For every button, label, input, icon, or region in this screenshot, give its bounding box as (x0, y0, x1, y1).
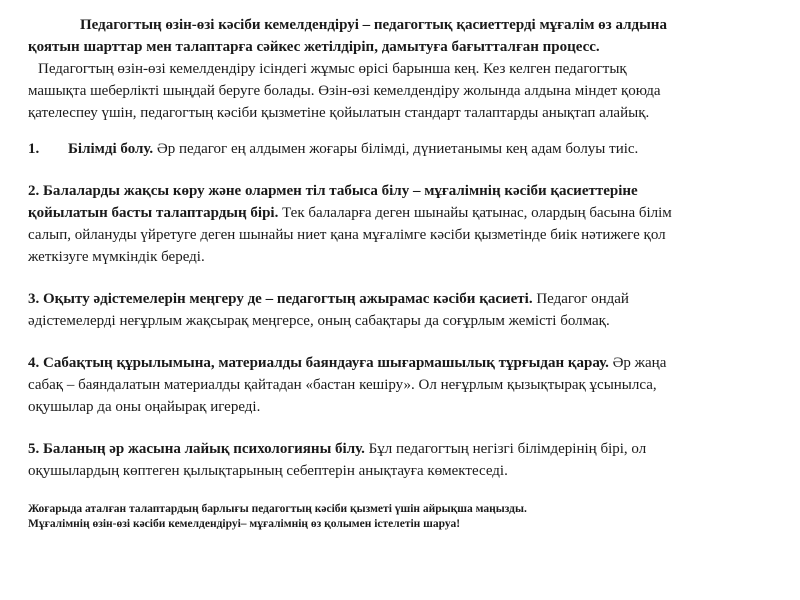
list-item-5 (28, 438, 776, 482)
list-item-2-heading-line-1: 2. Балаларды жақсы көру және олармен тіл табыса білу – мұғалімнің кәсіби қасиеттеріне (28, 183, 638, 199)
list-item-4-text-line-1: сабақ – баяндалатын материалды қайтадан «бастан кешіру». Ол неғұрлым қызықтырақ ұсынылса, (28, 377, 657, 393)
list-item-5-tail: Бұл педагогтың негізгі білімдерінің бірі, ол (364, 441, 647, 457)
intro-line-5: қателеспеу үшін, педагогтың кәсіби қызметіне қойылатын стандарт талаптарды анықтап алайық. (28, 105, 650, 121)
list-item-3-tail: Педагог ондай (532, 291, 629, 307)
footer-line-1: Жоғарыда аталған талаптардың барлығы педагогтың кәсіби қызметі үшін айрықша маңызды. (28, 503, 527, 515)
list-item-1-number: 1. (28, 141, 40, 157)
list-item-4-text-line-2: оқушылар да оны оңайырақ игереді. (28, 399, 261, 415)
list-item-3-text-line-1: әдістемелерді неғұрлым жақсырақ меңгерсе, оның сабақтары да соғұрлым жемісті болмақ. (28, 313, 610, 329)
list-item-2-tail: Тек балаларға деген шынайы қатынас, олардың басына білім (278, 205, 672, 221)
footer-line-2: Мұғалімнің өзін-өзі кәсіби кемелдендіруі– мұғалімнің өз қолымен істелетін шаруа! (28, 518, 461, 530)
list-item-4 (28, 352, 776, 418)
list-item-2-text-line-1: салып, ойлануды үйретуге деген шынайы ниет қана мұғалімге кәсіби қызметінде биік нәтижеге қол (28, 227, 666, 243)
list-item-4-tail: Әр жаңа (608, 355, 667, 371)
intro-line-3: Педагогтың өзін-өзі кемелдендіру ісіндегі жұмыс өрісі барынша кең. Кез келген педагогтық (38, 61, 627, 77)
list-item-1 (28, 138, 776, 160)
document-page (28, 14, 776, 532)
list-item-1-text: Әр педагог ең алдымен жоғары білімді, дүниетанымы кең адам болуы тиіс. (153, 141, 639, 157)
intro-line-2: қоятын шарттар мен талаптарға сәйкес жетілдіріп, дамытуға бағытталған процесс. (28, 39, 600, 55)
list-item-2 (28, 180, 776, 268)
list-item-5-text-line-1: оқушылардың көптеген қылықтарының себептерін анықтауға көмектеседі. (28, 463, 508, 479)
list-item-1-heading: Білімді болу. (68, 141, 154, 157)
list-item-3 (28, 288, 776, 332)
list-item-3-heading: 3. Оқыту әдістемелерін меңгеру де – педагогтың ажырамас кәсіби қасиеті. (28, 291, 533, 307)
list-item-5-heading: 5. Баланың әр жасына лайық психологияны білу. (28, 441, 365, 457)
list-item-4-heading: 4. Сабақтың құрылымына, материалды баяндауға шығармашылық тұрғыдан қарау. (28, 355, 609, 371)
intro-line-4: машықта шеберлікті шыңдай беруге болады. Өзін-өзі кемелдендіру жолында алдына міндет қоюда (28, 83, 661, 99)
intro-line-1: Педагогтың өзін-өзі кәсіби кемелдендіруі – педагогтық қасиеттерді мұғалім өз алдына (80, 17, 667, 33)
list-item-2-text-line-2: жеткізуге мүмкіндік береді. (28, 249, 205, 265)
list-item-2-heading-line-2: қойылатын басты талаптардың бірі. (28, 205, 279, 221)
